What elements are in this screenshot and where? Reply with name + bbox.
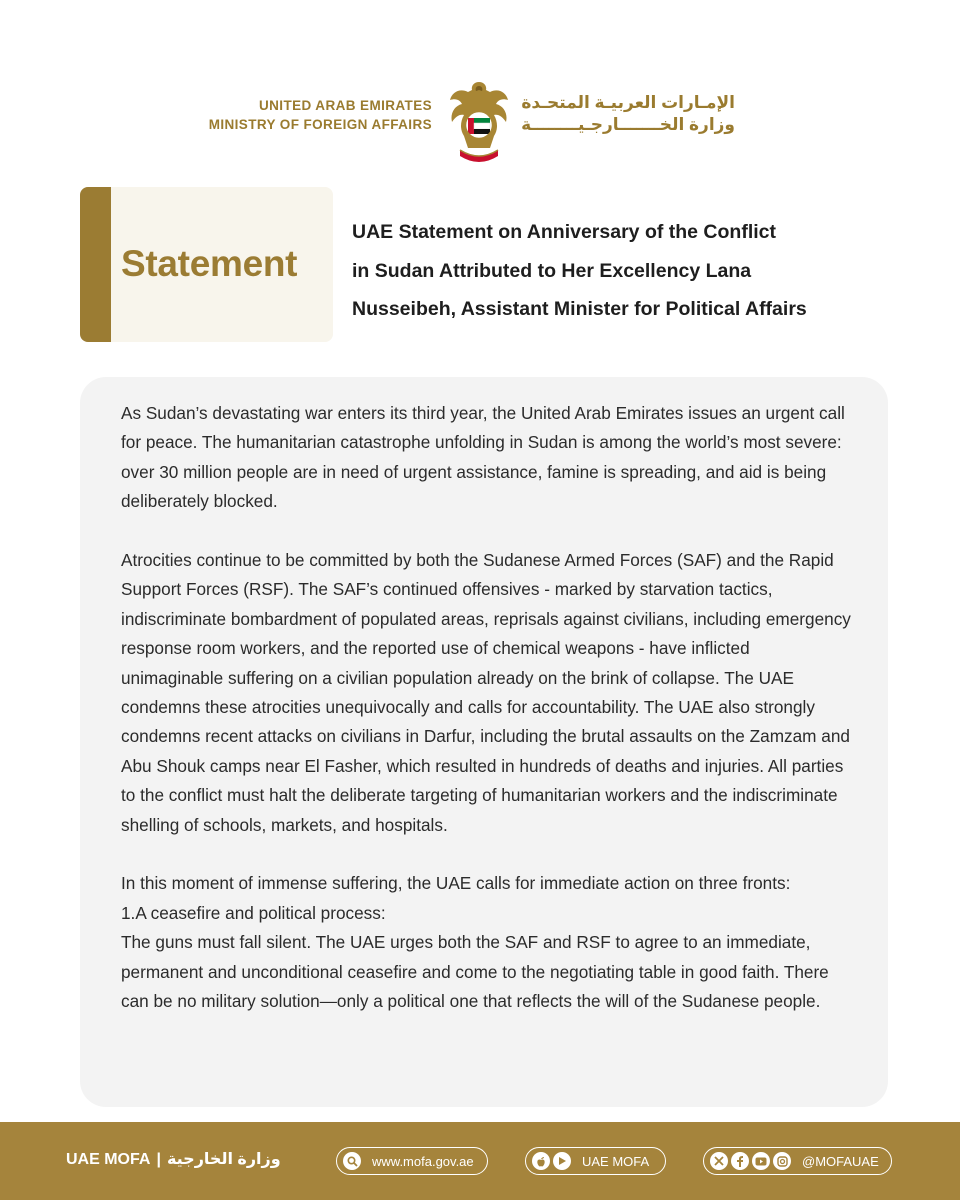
uae-falcon-emblem-icon	[446, 78, 512, 168]
paragraph: As Sudan’s devastating war enters its third year, the United Arab Emirates issues an urgent call for peace. The humanitarian catastrophe unfolding in Sudan is among the world’s most severe: over 30 million people are in need of urgent assistance, famine is spreading, and aid is being deliberately blocked.	[121, 403, 845, 512]
apple-icon	[532, 1152, 550, 1170]
header	[0, 78, 960, 168]
app-link[interactable]	[525, 1147, 666, 1175]
facebook-icon	[731, 1152, 749, 1170]
country-name-ar: الإمـارات العربيـة المتحـدة	[521, 93, 735, 112]
page-title	[352, 213, 892, 329]
social-links[interactable]	[703, 1147, 892, 1175]
paragraph: The guns must fall silent. The UAE urges both the SAF and RSF to agree to an immediate, permanent and unconditional ceasefire and come to the negotiating table in good faith. There can be no military solution—only a political one that reflects the will of the Sudanese people.	[121, 932, 829, 1012]
website-link[interactable]	[336, 1147, 488, 1175]
youtube-icon	[752, 1152, 770, 1170]
app-label: UAE MOFA	[582, 1153, 650, 1169]
statement-label-card	[80, 187, 333, 342]
ministry-name-en: MINISTRY OF FOREIGN AFFAIRS	[208, 117, 432, 132]
brand-separator: |	[156, 1151, 161, 1168]
ministry-name-arabic	[515, 92, 735, 136]
paragraph: Atrocities continue to be committed by both the Sudanese Armed Forces (SAF) and the Rapid Support Forces (RSF). The SAF’s continued offensives - marked by starvation tactics, indiscriminate bombardment of populated areas, reprisals against civilians, including emergency response room workers, and the reported use of chemical weapons - have inflicted unimaginable suffering on a civilian population already on the brink of collapse. The UAE condemns these atrocities unequivocally and calls for accountability. The UAE also strongly condemns recent attacks on civilians in Darfur, including the brutal assaults on the Zamzam and Abu Shouk camps near El Fasher, which resulted in hundreds of deaths and injuries. All parties to the conflict must halt the deliberate targeting of humanitarian workers and the indiscriminate shelling of schools, markets, and hospitals.	[121, 550, 851, 835]
statement-body	[121, 399, 856, 1017]
play-store-icon	[553, 1152, 571, 1170]
country-name-en: UNITED ARAB EMIRATES	[259, 98, 432, 113]
footer	[0, 1122, 960, 1200]
ministry-name-english	[209, 96, 432, 134]
headline-line: UAE Statement on Anniversary of the Conflict	[352, 221, 777, 243]
headline-line: Nusseibeh, Assistant Minister for Political Affairs	[352, 298, 807, 320]
ministry-name-ar: وزارة الخـــــــارجـيــــــــة	[521, 115, 735, 134]
website-url: www.mofa.gov.ae	[372, 1153, 474, 1169]
paragraph: In this moment of immense suffering, the UAE calls for immediate action on three fronts:	[121, 873, 791, 894]
instagram-icon	[773, 1152, 791, 1170]
brand-arabic: وزارة الخارجية	[166, 1151, 281, 1168]
footer-brand	[66, 1149, 281, 1169]
statement-label: Statement	[121, 243, 298, 284]
x-icon	[710, 1152, 728, 1170]
search-icon	[343, 1152, 361, 1170]
social-handle: @MOFAUAE	[802, 1153, 879, 1169]
accent-bar	[80, 187, 111, 342]
point-title: 1.A ceasefire and political process:	[121, 902, 386, 923]
brand-english: UAE MOFA	[66, 1151, 151, 1168]
headline-line: in Sudan Attributed to Her Excellency Lana	[352, 259, 752, 282]
